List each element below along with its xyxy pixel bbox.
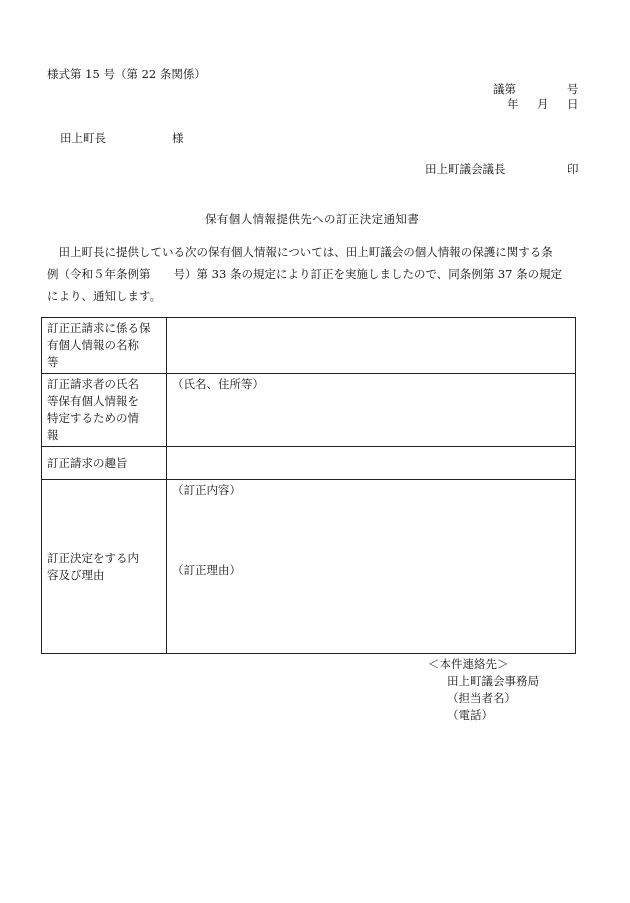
correction-info-table (41, 317, 576, 654)
recipient-name: 田上町長 (60, 131, 106, 145)
contact-person: （担当者名） (447, 691, 516, 705)
date-year-label: 年 (507, 97, 519, 111)
document-number-label: 議第 (493, 82, 516, 96)
contact-heading: ＜本件連絡先＞ (428, 657, 509, 671)
label-line: 容及び理由 (47, 567, 105, 582)
table-content-cell (167, 480, 576, 654)
date-month-label: 月 (537, 97, 549, 111)
table-content-cell (167, 318, 576, 374)
sender-name: 田上町議会議長 (425, 162, 506, 176)
table-content-cell (167, 447, 576, 480)
label-line: 特定するための情 (47, 411, 139, 425)
table-label-cell (42, 447, 167, 480)
table-row (42, 374, 576, 447)
notice-body-line: 例（令和５年条例第 号）第 33 条の規定により訂正を実施しましたので、同条例第 37 条の規定 (47, 267, 563, 281)
document-title: 保有個人情報提供先への訂正決定通知書 (205, 212, 420, 226)
label-line: 報 (47, 428, 59, 442)
table-label-cell (42, 318, 167, 374)
notice-body-line: により、通知します。 (47, 289, 162, 303)
table-label-cell (42, 480, 167, 654)
table-row (42, 318, 576, 374)
table-row (42, 447, 576, 480)
table-row (42, 480, 576, 654)
label-line: 訂正正請求に係る保 (47, 321, 151, 335)
label-line: 訂正請求者の氏名 (47, 377, 139, 391)
requester-info-note: （氏名、住所等） (172, 377, 264, 391)
contact-office: 田上町議会事務局 (447, 674, 539, 688)
correction-content-note: （訂正内容） (172, 483, 241, 497)
notice-body-line: 田上町長に提供している次の保有個人情報については、田上町議会の個人情報の保護に関する条 (47, 245, 553, 259)
label-line: 等 (47, 355, 59, 369)
contact-phone: （電話） (447, 708, 493, 722)
correction-reason-note: （訂正理由） (172, 563, 241, 577)
document-number-suffix: 号 (567, 82, 579, 96)
form-number: 様式第 15 号（第 22 条関係） (47, 67, 206, 81)
table-content-cell (167, 374, 576, 447)
label-line: 有個人情報の名称 (47, 338, 139, 352)
recipient-honorific: 様 (172, 131, 184, 145)
contact-block (428, 656, 539, 724)
label-line: 等保有個人情報を (47, 394, 139, 408)
notice-body (47, 241, 578, 307)
table-label-cell (42, 374, 167, 447)
date-day-label: 日 (567, 97, 579, 111)
label-line: 訂正決定をする内 (47, 550, 139, 565)
label-line: 訂正請求の趣旨 (47, 455, 128, 470)
sender-seal-mark: 印 (567, 162, 579, 176)
